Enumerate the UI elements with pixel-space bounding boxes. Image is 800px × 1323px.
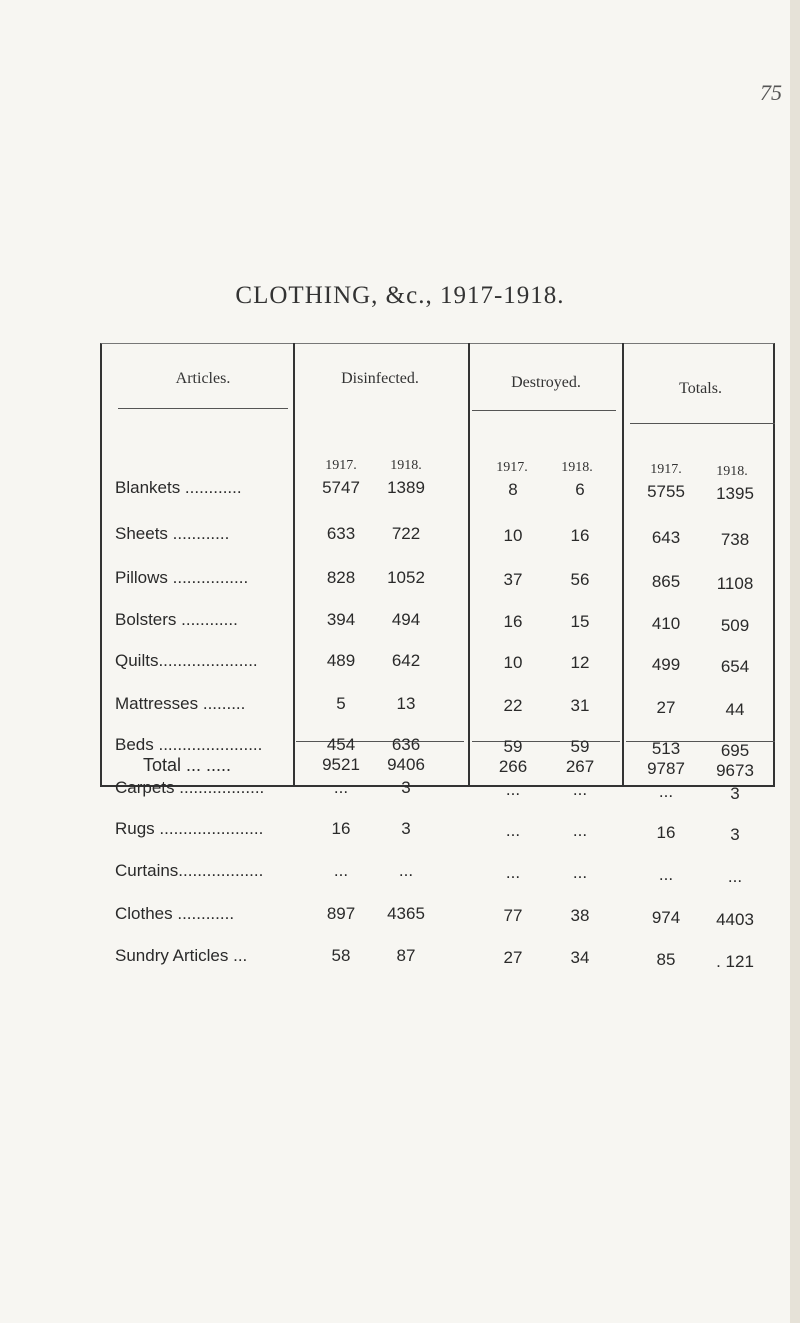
table-cell: 58 (331, 946, 351, 965)
header-destroyed: Destroyed. (511, 374, 581, 391)
row-label: Carpets .................. (115, 778, 265, 797)
table-cell: 87 (396, 946, 416, 965)
total-cell: 266 (498, 757, 528, 776)
total-cell: 9406 (387, 755, 425, 774)
total-cell: 9787 (647, 759, 685, 778)
table-cell: 1395 (716, 484, 754, 503)
page-title: CLOTHING, &c., 1917-1918. (235, 282, 565, 309)
row-label: Bolsters ............ (115, 610, 238, 629)
header-articles: Articles. (175, 370, 231, 387)
table-cell: 12 (570, 653, 590, 672)
table-cell: ... (505, 780, 521, 799)
table-cell: 10 (503, 526, 523, 545)
table-cell: ... (658, 865, 674, 884)
table-cell: 38 (570, 906, 590, 925)
table-cell: ... (658, 782, 674, 801)
year-label: 1918. (390, 458, 422, 473)
row-label: Clothes ............ (115, 904, 235, 923)
header-rule (630, 423, 775, 424)
table-cell: ... (572, 780, 588, 799)
table-cell: 974 (651, 908, 681, 927)
table-cell: 16 (656, 823, 676, 842)
table-cell: 489 (326, 651, 356, 670)
table-cell: 34 (570, 948, 590, 967)
total-cell: 267 (565, 757, 595, 776)
column-divider (293, 343, 295, 787)
table-cell: 27 (503, 948, 523, 967)
clothing-table (100, 343, 775, 787)
table-cell: 643 (651, 528, 681, 547)
table-cell: ... (505, 863, 521, 882)
table-cell: 8 (508, 480, 518, 499)
table-cell: 499 (651, 655, 681, 674)
total-cell: 9521 (322, 755, 360, 774)
table-cell: 410 (651, 614, 681, 633)
table-cell: 16 (503, 612, 523, 631)
table-cell: 1389 (387, 478, 425, 497)
table-cell: 1052 (387, 568, 425, 587)
table-cell: . 121 (716, 952, 754, 971)
row-label: Blankets ............ (115, 478, 242, 497)
total-label: Total ... ..... (143, 755, 232, 775)
table-cell: 10 (503, 653, 523, 672)
table-cell: 22 (503, 696, 523, 715)
table-cell: 31 (570, 696, 590, 715)
table-cell: 59 (570, 737, 590, 756)
table-cell: 37 (503, 570, 523, 589)
table-cell: 636 (391, 735, 421, 754)
table-cell: 44 (725, 700, 745, 719)
header-disinfected: Disinfected. (341, 370, 419, 387)
header-rule (472, 410, 616, 411)
row-label: Beds ...................... (115, 735, 263, 754)
row-label: Mattresses ......... (115, 694, 246, 713)
table-cell: 3 (401, 778, 411, 797)
table-cell: 654 (720, 657, 750, 676)
table-cell: 13 (396, 694, 416, 713)
table-cell: 3 (401, 819, 411, 838)
table-cell: 865 (651, 572, 681, 591)
header-rule (118, 408, 288, 409)
column-divider (468, 343, 470, 787)
page-edge (790, 0, 800, 1323)
year-label: 1918. (561, 460, 593, 475)
table-cell: 77 (503, 906, 523, 925)
table-cell: 738 (720, 530, 750, 549)
page-number: 75 (760, 80, 782, 105)
table-cell: ... (333, 861, 349, 880)
year-label: 1917. (650, 462, 682, 477)
row-label: Sheets ............ (115, 524, 230, 543)
table-cell: 633 (326, 524, 356, 543)
table-cell: 3 (730, 825, 740, 844)
table-cell: ... (572, 863, 588, 882)
total-cell: 9673 (716, 761, 754, 780)
table-cell: 16 (331, 819, 351, 838)
column-divider (622, 343, 624, 787)
table-cell: 394 (326, 610, 356, 629)
table-cell: 6 (575, 480, 585, 499)
table-cell: ... (727, 867, 743, 886)
table-cell: 59 (503, 737, 523, 756)
table-cell: ... (572, 821, 588, 840)
table-cell: 509 (720, 616, 750, 635)
year-label: 1918. (716, 464, 748, 479)
table-cell: 5747 (322, 478, 360, 497)
table-cell: ... (505, 821, 521, 840)
table-cell: 3 (730, 784, 740, 803)
table-cell: 454 (326, 735, 356, 754)
table-cell: 4403 (716, 910, 754, 929)
row-label: Rugs ...................... (115, 819, 264, 838)
row-label: Pillows ................ (115, 568, 249, 587)
header-totals: Totals. (679, 380, 722, 397)
year-label: 1917. (325, 458, 357, 473)
table-cell: 1108 (716, 574, 754, 593)
table-cell: 494 (391, 610, 421, 629)
year-label: 1917. (496, 460, 528, 475)
table-cell: 27 (656, 698, 676, 717)
table-cell: ... (398, 861, 414, 880)
row-label: Quilts..................... (115, 651, 258, 670)
table-cell: 4365 (387, 904, 425, 923)
table-cell: 16 (570, 526, 590, 545)
table-cell: 85 (656, 950, 676, 969)
row-label: Curtains.................. (115, 861, 264, 880)
row-label: Sundry Articles ... (115, 946, 248, 965)
table-cell: 828 (326, 568, 356, 587)
table-cell: 15 (570, 612, 590, 631)
table-cell: 897 (326, 904, 356, 923)
table-cell: 5755 (647, 482, 685, 501)
table-cell: 695 (720, 741, 750, 760)
table-cell: 5 (336, 694, 346, 713)
table-cell: 722 (391, 524, 421, 543)
table-cell: 56 (570, 570, 590, 589)
table-cell: 513 (651, 739, 681, 758)
table-cell: ... (333, 778, 349, 797)
table-cell: 642 (391, 651, 421, 670)
